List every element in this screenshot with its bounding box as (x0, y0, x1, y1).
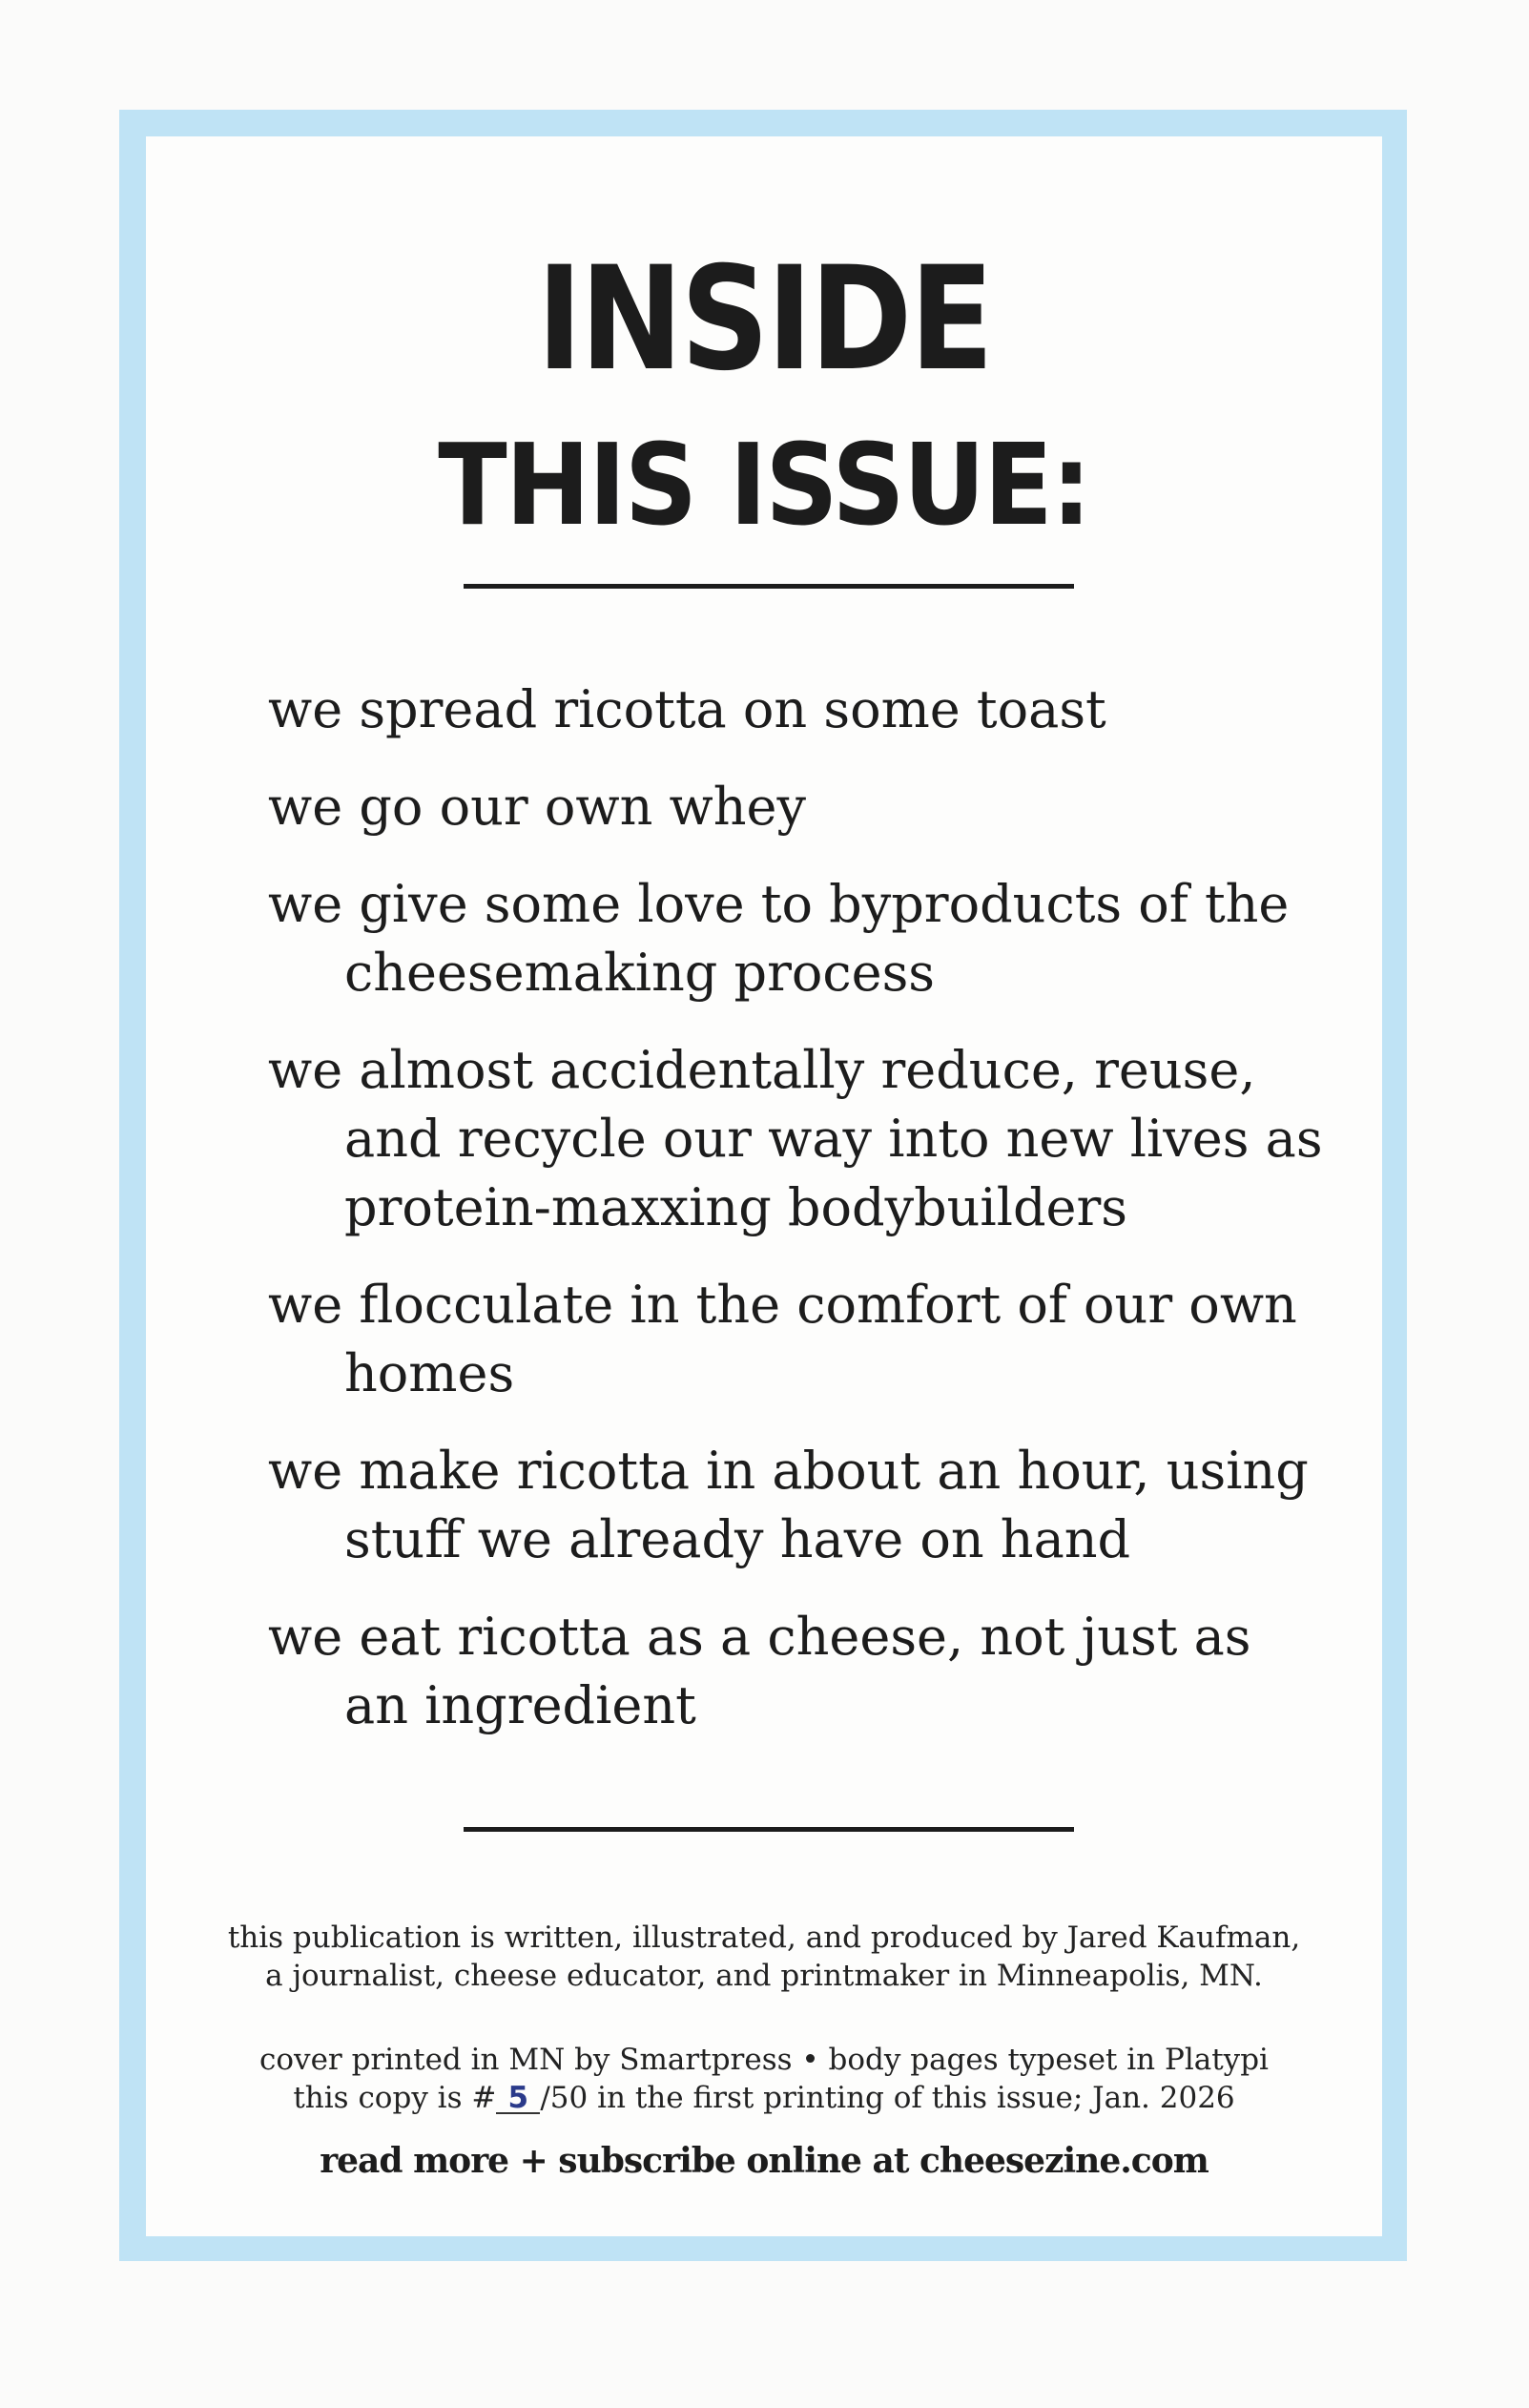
handwritten-copy-number: 5 (496, 2084, 540, 2114)
page-border (119, 110, 1407, 2261)
content-panel (146, 136, 1382, 2236)
copy-number-line (222, 2079, 1306, 2117)
copy-number-suffix: /50 in the first printing of this issue; Jan. 2026 (540, 2081, 1235, 2115)
copy-number-prefix: this copy is # (293, 2081, 497, 2115)
list-item: we go our own whey (268, 777, 806, 837)
list-item: we make ricotta in about an hour, using stuff we already have on hand (268, 1441, 1309, 1569)
credits-block (222, 1919, 1306, 2117)
credits-line: a journalist, cheese educator, and printmaker in Minneapolis, MN. (265, 1959, 1263, 1993)
issue-contents-list (268, 675, 1325, 1769)
title-inside: INSIDE (536, 237, 992, 403)
list-item: we almost accidentally reduce, reuse, and recycle our way into new lives as protein-maxxing bodybuilders (268, 1040, 1323, 1237)
credits-line: cover printed in MN by Smartpress • body pages typeset in Platypi (259, 2043, 1269, 2077)
website-footer: read more + subscribe online at cheesezine.com (320, 2141, 1209, 2181)
credits-line: this publication is written, illustrated, and produced by Jared Kaufman, (227, 1920, 1301, 1955)
title-this-issue: THIS ISSUE: (438, 419, 1090, 550)
list-item: we spread ricotta on some toast (268, 679, 1106, 739)
bottom-divider (464, 1827, 1074, 1832)
list-item: we eat ricotta as a cheese, not just as an ingredient (268, 1607, 1251, 1735)
list-item: we give some love to byproducts of the cheesemaking process (268, 874, 1290, 1003)
list-item: we flocculate in the comfort of our own homes (268, 1275, 1297, 1403)
top-divider (464, 584, 1074, 589)
